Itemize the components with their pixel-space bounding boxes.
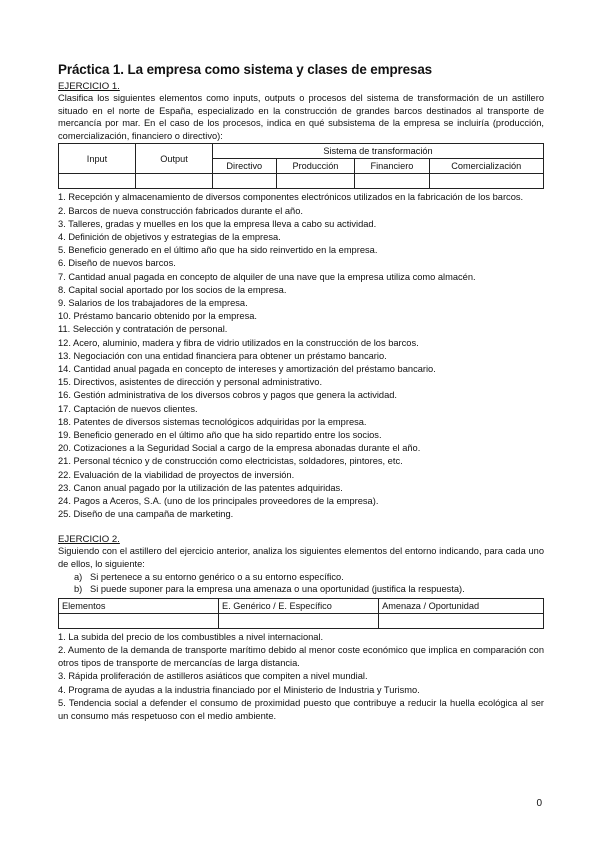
environment-table [58,598,544,629]
exercise-1-heading: EJERCICIO 1. [58,81,120,92]
page-title: Práctica 1. La empresa como sistema y clases de empresas [58,62,433,77]
list-item: 5. Beneficio generado en el último año que ha sido reinvertido en la empresa. [58,245,378,256]
exercise-2-heading: EJERCICIO 2. [58,534,120,546]
list-item: 2. Aumento de la demanda de transporte marítimo debido al menor coste económico que implica en comparación con otros tipos de transporte de mercancías de larga distancia. [58,645,544,669]
list-item: 1. Recepción y almacenamiento de diversos componentes electrónicos utilizados en la fabricación de los barcos. [58,192,524,203]
list-item: 5. Tendencia social a defender el consumo de proximidad puesto que contribuye a reducir la huella ecológica al ser un consumo más respetuoso con el medio ambiente. [58,697,544,722]
exercise-1-items [58,191,544,521]
exercise-2-sublist [58,571,544,596]
list-item: 14. Cantidad anual pagada en concepto de intereses y amortización del préstamo bancario. [58,364,436,375]
list-item: 10. Préstamo bancario obtenido por la empresa. [58,311,257,322]
list-item: 11. Selección y contratación de personal. [58,324,228,335]
header-sistema: Sistema de transformación [213,144,544,159]
header-directivo: Directivo [213,159,277,174]
exercise-1-intro: Clasifica los siguientes elementos como inputs, outputs o procesos del sistema de transformación de un astillero situado en el norte de España, especializado en la construcción de grandes barcos destinados al transporte de mercancía por mar. En el caso de los procesos, indica en qué subsistema de la empresa se incluiría (producción, comercialización, financiero o directivo): [58,93,544,141]
list-item: 13. Negociación con una entidad financiera para obtener un préstamo bancario. [58,350,387,361]
list-item: 18. Patentes de diversos sistemas tecnológicos adquiridas por la empresa. [58,416,367,427]
list-item: 2. Barcos de nueva construcción fabricados durante el año. [58,205,303,216]
list-item: 9. Salarios de los trabajadores de la empresa. [58,298,248,308]
list-item [74,571,544,584]
sub-a-text: Si pertenece a su entorno genérico o a su entorno específico. [90,571,344,582]
classification-table [58,143,544,189]
list-item: 25. Diseño de una campaña de marketing. [58,509,234,520]
header-comercializacion: Comercialización [429,159,543,174]
list-item: 17. Captación de nuevos clientes. [58,403,198,414]
exercise-2-items [58,631,544,723]
list-item: 7. Cantidad anual pagada en concepto de alquiler de una nave que la empresa utiliza como almacén. [58,271,476,282]
sub-a-marker: a) [74,571,83,582]
document-page [58,62,544,723]
list-item: 3. Rápida proliferación de astilleros asiáticos que compiten a nivel mundial. [58,671,368,682]
header-input: Input [59,144,136,174]
list-item: 15. Directivos, asistentes de dirección y personal administrativo. [58,377,323,388]
header-generico: E. Genérico / E. Específico [219,598,379,613]
list-item: 23. Canon anual pagado por la utilización de las patentes adquiridas. [58,482,343,493]
list-item: 19. Beneficio generado en el último año que ha sido repartido entre los socios. [58,430,382,441]
exercise-2-intro: Siguiendo con el astillero del ejercicio anterior, analiza los siguientes elementos del entorno indicando, para cada uno de ellos, lo siguiente: [58,546,544,570]
list-item: 3. Talleres, gradas y muelles en los que la empresa lleva a cabo su actividad. [58,218,377,229]
list-item: 1. La subida del precio de los combustibles a nivel internacional. [58,631,324,642]
list-item: 12. Acero, aluminio, madera y fibra de vidrio utilizados en la construcción de los barcos. [58,337,419,348]
sub-b-marker: b) [74,584,83,595]
header-produccion: Producción [276,159,355,174]
list-item: 24. Pagos a Aceros, S.A. (uno de los principales proveedores de la empresa). [58,496,379,507]
list-item: 21. Personal técnico y de construcción como electricistas, soldadores, pintores, etc. [58,456,403,467]
table-row [59,174,544,189]
sub-b-text: Si puede suponer para la empresa una amenaza o una oportunidad (justifica la respuesta). [90,584,465,595]
list-item: 16. Gestión administrativa de los diversos cobros y pagos que genera la actividad. [58,390,398,401]
header-elementos: Elementos [59,598,219,613]
header-financiero: Financiero [355,159,429,174]
list-item: 22. Evaluación de la viabilidad de proyectos de inversión. [58,469,295,480]
table-row [59,613,544,628]
header-output: Output [136,144,213,174]
page-number: 0 [536,798,542,809]
list-item: 6. Diseño de nuevos barcos. [58,258,176,269]
list-item: 4. Definición de objetivos y estrategias de la empresa. [58,231,281,242]
list-item [74,583,544,596]
list-item: 20. Cotizaciones a la Seguridad Social a cargo de la empresa abonadas durante el año. [58,443,421,454]
list-item: 8. Capital social aportado por los socios de la empresa. [58,284,287,295]
list-item: 4. Programa de ayudas a la industria financiado por el Ministerio de Industria y Turismo. [58,684,420,695]
header-amenaza: Amenaza / Oportunidad [379,598,544,613]
